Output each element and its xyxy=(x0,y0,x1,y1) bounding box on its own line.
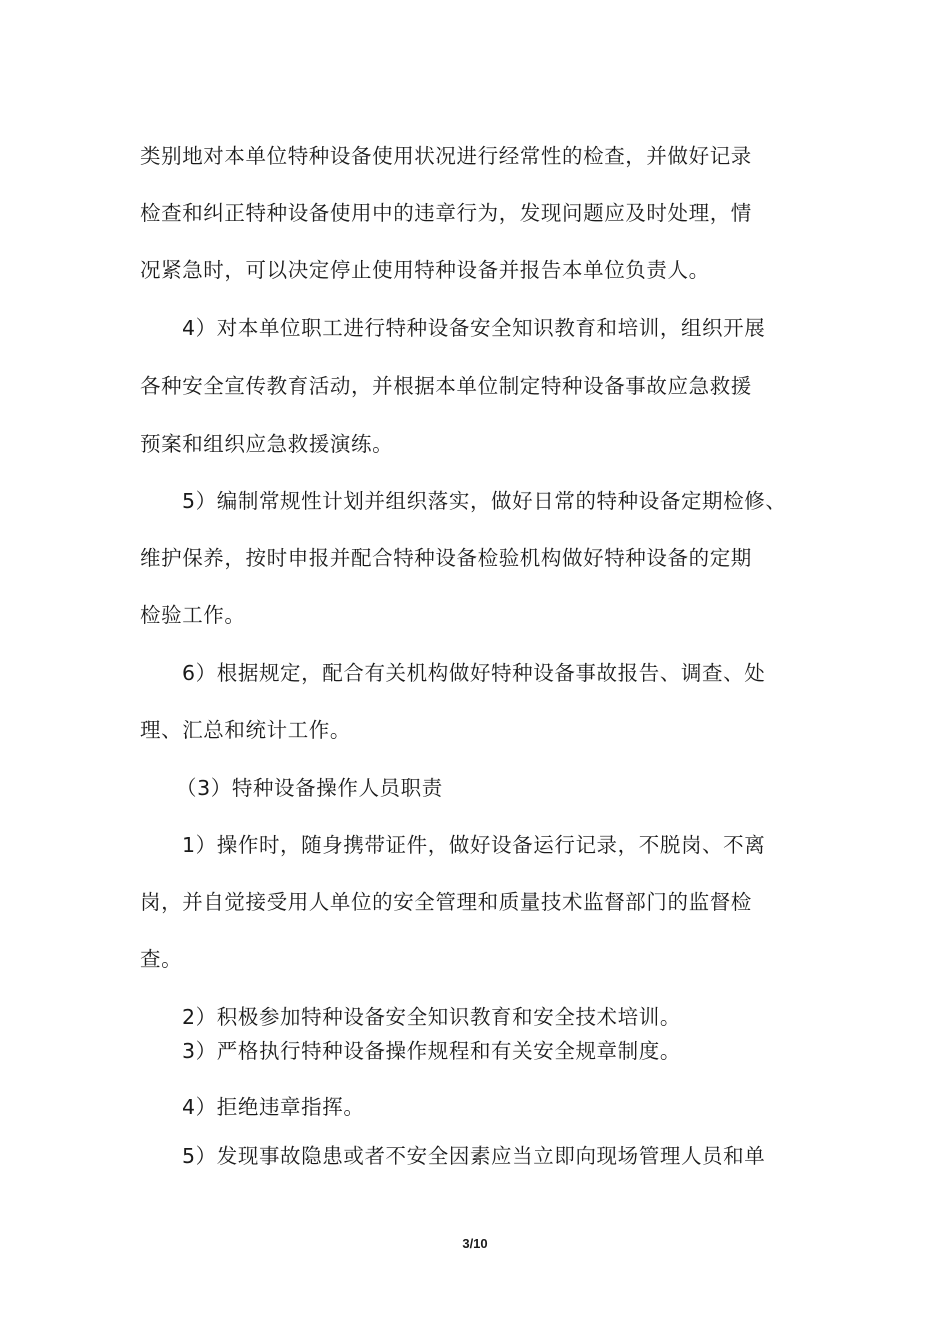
paragraph-line: 2）积极参加特种设备安全知识教育和安全技术培训。 xyxy=(182,1005,681,1029)
paragraph-line: 5）编制常规性计划并组织落实，做好日常的特种设备定期检修、 xyxy=(182,489,787,513)
paragraph-line: 查。 xyxy=(140,947,183,971)
paragraph-line: 各种安全宣传教育活动，并根据本单位制定特种设备事故应急救援 xyxy=(140,374,752,398)
paragraph-line: 类别地对本单位特种设备使用状况进行经常性的检查，并做好记录 xyxy=(140,144,752,168)
paragraph-line: 1）操作时，随身携带证件，做好设备运行记录，不脱岗、不离 xyxy=(182,833,766,857)
section-heading: （3）特种设备操作人员职责 xyxy=(176,776,443,800)
paragraph-line: 4）对本单位职工进行特种设备安全知识教育和培训，组织开展 xyxy=(182,316,766,340)
paragraph-line: 检查和纠正特种设备使用中的违章行为，发现问题应及时处理，情 xyxy=(140,201,752,225)
paragraph-line: 岗，并自觉接受用人单位的安全管理和质量技术监督部门的监督检 xyxy=(140,890,752,914)
paragraph-line: 6）根据规定，配合有关机构做好特种设备事故报告、调查、处 xyxy=(182,661,766,685)
paragraph-line: 检验工作。 xyxy=(140,603,246,627)
paragraph-line: 预案和组织应急救援演练。 xyxy=(140,432,394,456)
paragraph-line: 况紧急时，可以决定停止使用特种设备并报告本单位负责人。 xyxy=(140,258,710,282)
paragraph-line: 理、汇总和统计工作。 xyxy=(140,718,351,742)
paragraph-line: 3）严格执行特种设备操作规程和有关安全规章制度。 xyxy=(182,1039,681,1063)
paragraph-line: 5）发现事故隐患或者不安全因素应当立即向现场管理人员和单 xyxy=(182,1144,766,1168)
paragraph-line: 4）拒绝违章指挥。 xyxy=(182,1095,365,1119)
paragraph-line: 维护保养，按时申报并配合特种设备检验机构做好特种设备的定期 xyxy=(140,546,752,570)
page-number: 3/10 xyxy=(462,1236,488,1251)
